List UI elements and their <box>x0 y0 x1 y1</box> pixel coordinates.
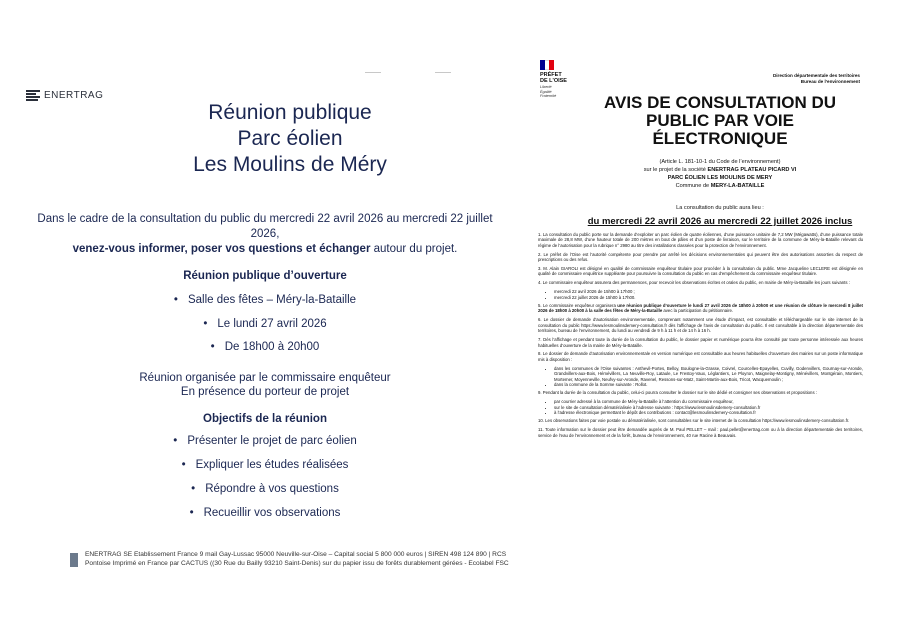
divider <box>435 72 451 73</box>
consultation-dates: du mercredi 22 avril 2026 au mercredi 22 juillet 2026 inclus <box>587 216 853 227</box>
paragraph: 10. Les observations faites par voie postale ou dématérialisée, sont consultables sur le site internet de la consultation https://www.lesmoulinsdemery-consultation.fr. <box>538 418 850 424</box>
list-item: • dans la commune de la Somme suivante : Rollot. <box>554 382 863 387</box>
notice-body <box>538 232 863 442</box>
direction-header: Direction départementale des territoires Bureau de l’environnement <box>772 73 860 84</box>
footer-legal: ENERTRAG SE Etablissement France 9 mail Gay-Lussac 95000 Neuville-sur-Oise – Capital social 5 800 000 euros | SIREN 498 124 890 | RCS Pontoise Imprimé en France par CACTUS ((30 Rue du Bailly 93210 Saint-Denis) sur du papier issu de forêts durablement gérées - Ecolabel FSC <box>85 551 509 567</box>
list-item: • Expliquer les études réalisées <box>90 459 440 471</box>
list-item: • à l’adresse électronique permettant le dépôt des contributions : contact@lesmoulinsdemery-consultation.fr <box>554 410 863 415</box>
permanence-list <box>538 289 863 300</box>
prefet-label: PRÉFET DE L'OISE <box>540 72 567 84</box>
list-item: • Recueillir vos observations <box>90 507 440 519</box>
marianne-flag-icon <box>540 60 554 70</box>
list-item: • Répondre à vos questions <box>90 483 440 495</box>
paragraph: 3. M. Alain GIAROLI est désigné en qualité de commissaire enquêteur titulaire pour procéder à la consultation du public. Mme Jacqueline LECLERE est désignée en qualité de commissaire enquêtrice suppléante pour poursuivre la consultation du public en cas d’empêchement du commissaire enquêteur titulaire. <box>538 266 863 277</box>
devise: Liberté Égalité Fraternité <box>540 85 557 98</box>
opening-heading: Réunion publique d’ouverture <box>183 270 347 282</box>
prefet-logo <box>540 60 567 99</box>
contribution-list <box>538 399 863 415</box>
logo-text: ENERTRAG <box>44 90 104 101</box>
paragraph: 6. Le dossier de demande d’autorisation environnementale, comprenant notamment une étude d’impact, est consultable et téléchargeable sur le site internet de la consultation du public https://www.lesmoulinsdemery-consultation.fr dès l’affichage de l’avis de consultation du public. Il est consultable à la direction départementale des territoires, bureau de l’environnement, du lundi au vendredi de 9 h à 11 h et de 14 h à 16 h. <box>538 317 863 334</box>
list-item: • Salle des fêtes – Méry-la-Bataille <box>90 294 440 306</box>
notice-subtitle: (Article L. 181-10-1 du Code de l’environnement) sur le projet de la société ENERTRAG PLATEAU PICARD VI PARC ÉOLIEN LES MOULINS DE MERY Commune de MERY-LA-BATAILLE <box>643 159 797 189</box>
divider <box>365 72 381 73</box>
consultation-intro: La consultation du public aura lieu : <box>676 205 764 211</box>
list-item: • sur le site de consultation dématérialisée à l’adresse suivante : https://www.lesmoulinsdemery-consultation.fr <box>554 405 863 410</box>
paragraph: 1. La consultation du public porte sur la demande d’exploiter un parc éolien de quatre éoliennes, d’une puissance unitaire de 7,2 MW (Mégawatts), d’une puissance totale maximale de 28,8 MW, d’une hauteur totale de 200 mètres en bout de pâles et d’un poste de livraison, sur le territoire de la commune de Méry-la-Bataille relevant du régime de l’autorisation pour la rubrique n° 2980 au titre des installations classées pour la protection de l’environnement. <box>538 232 863 248</box>
paragraph: 9. Pendant la durée de la consultation du public, celui-ci pourra consulter le dossier sur le site dédié et consigner ses observations et propositions : <box>538 390 817 396</box>
paragraph: 4. Le commissaire enquêteur assurera des permanences, pour recevoir les observations écrites et orales du public, en mairie de Méry-la-Bataille les jours suivants : <box>538 280 850 286</box>
paragraph: 2. Le préfet de l’Oise est l’autorité compétente pour prendre par arrêté les décisions environnementales qui peuvent être des autorisations assorties du respect de prescriptions ou des refus. <box>538 251 863 263</box>
footer-bar <box>70 553 78 567</box>
paragraph: 7. Dès l’affichage et pendant toute la durée de la consultation du public, le dossier papier et numérique pourra être consulté par toute personne intéressée aux heures habituelles d’ouverture de la mairie de Méry-la-Bataille. <box>538 337 863 348</box>
organized-by: Réunion organisée par le commissaire enquêteur En présence du porteur de projet <box>139 372 391 398</box>
notice-title: AVIS DE CONSULTATION DU PUBLIC PAR VOIE ÉLECTRONIQUE <box>603 93 836 148</box>
enertrag-logo <box>26 90 103 101</box>
list-item: • mercredi 22 avril 2026 de 15h00 à 17h00 ; <box>554 289 863 294</box>
objectives-heading: Objectifs de la réunion <box>203 413 327 425</box>
list-item: • Présenter le projet de parc éolien <box>90 435 440 447</box>
intro-text: Dans le cadre de la consultation du public du mercredi 22 avril 2026 au mercredi 22 juillet 2026, venez-vous informer, poser vos questions et échanger autour du projet. <box>37 213 493 255</box>
list-item: • De 18h00 à 20h00 <box>90 341 440 353</box>
list-item: • Le lundi 27 avril 2026 <box>90 318 440 330</box>
paragraph: 11. Toute information sur le dossier peut être demandée auprès de M. Paul PELLET – mail : paul.pellet@enertrag.com ou à la direction départementale des territoires, service de l’eau de l’environnement et de la forêt, bureau de l’environnement, 40 rue Racine à Beauvais. <box>538 427 863 438</box>
page-title: Réunion publique Parc éolien Les Moulins de Méry <box>193 101 387 176</box>
enertrag-logo-icon <box>26 90 40 101</box>
list-item: • dans les communes de l’Oise suivantes : Anthevil-Portes, Belloy, Boulogne-la-Grasse, Coivrel, Courcelles-Epayelles, Cuvilly, Godenvillers, Gournay-sur-Aronde, Grandvillers-aux-Bois, Hémévillers, La Neuville-Roy, Lataule, Le Frestoy-Vaux, Léglantiers, Le Ployron, Maignelay-Montigny, Ménévillers, Montgérain, Montiers, Mortemer, Moyenneville, Neufvy-sur-Aronde, Ravenel, Ressons-sur-Matz, Saint-Martin-aux-Bois, Tricot, Wacquemoulin ; <box>554 366 863 382</box>
list-item: • par courrier adressé à la commune de Méry-la-Bataille à l’attention du commissaire enquêteur, <box>554 399 863 404</box>
list-item: • mercredi 22 juillet 2026 de 15h00 à 17h00. <box>554 295 863 300</box>
paragraph: 5. Le commissaire enquêteur organisera une réunion publique d’ouverture le lundi 27 avril 2026 de 18h00 à 20h00 et une réunion de clôture le mercredi 8 juillet 2026 de 18h00 à 20h00 à la salle des fêtes de Méry-la-Bataille avec la participation du pétitionnaire. <box>538 303 863 314</box>
communes-list <box>538 366 863 388</box>
paragraph: 8. Le dossier de demande d’autorisation environnementale en version numérique est consultable aux heures habituelles d’ouverture des mairies sur un poste informatique mis à disposition : <box>538 351 863 362</box>
